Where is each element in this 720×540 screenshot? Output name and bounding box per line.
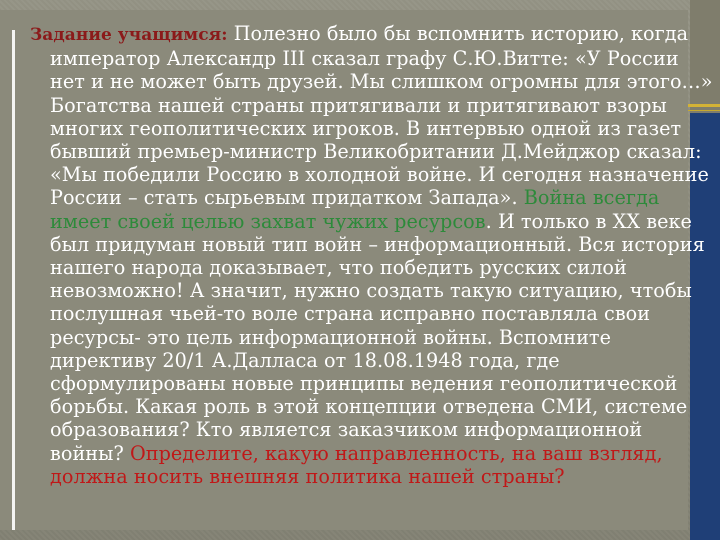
text-panel: [0, 10, 713, 530]
highlight-green: Война всегда имеет своей целью захват чужих ресурсов: [50, 186, 660, 233]
left-rule: [12, 30, 15, 530]
paragraph-text-2: . И только в XX веке был придуман новый тип войн – информационный. Вся история нашего народа доказывает, что победить русских силой невозможно! А значит, нужно создать такую ситуацию, чтобы послушная чьей-то воле страна исправно поставляла свои ресурсы- это цель информационной войны. Вспомните директиву 20/1 А.Далласа от 18.08.1948 года, где сформулированы новые принципы ведения геополитической борьбы. Какая роль в этой концепции отведена СМИ, системе образования? Кто является заказчиком информационной войны?: [50, 209, 705, 465]
paragraph-text-1: Полезно было бы вспомнить историю, когда император Александр III сказал графу С.Ю.Витте: «У России нет и не может быть друзей. Мы слишком огромны для этого…» Богатства нашей страны притягивали и притягивают взоры многих геополитических игроков. В интервью одной из газет бывший премьер-министр Великобритании Д.Мейджор сказал: «Мы победили Россию в холодной войне. И сегодня назначение России – стать сырьевым придатком Запада».: [50, 22, 713, 210]
highlight-question: Определите, какую направленность, на ваш взгляд, должна носить внешняя политика нашей страны?: [50, 441, 663, 488]
task-label: Задание учащимся:: [30, 25, 228, 45]
task-paragraph: [22, 22, 716, 488]
